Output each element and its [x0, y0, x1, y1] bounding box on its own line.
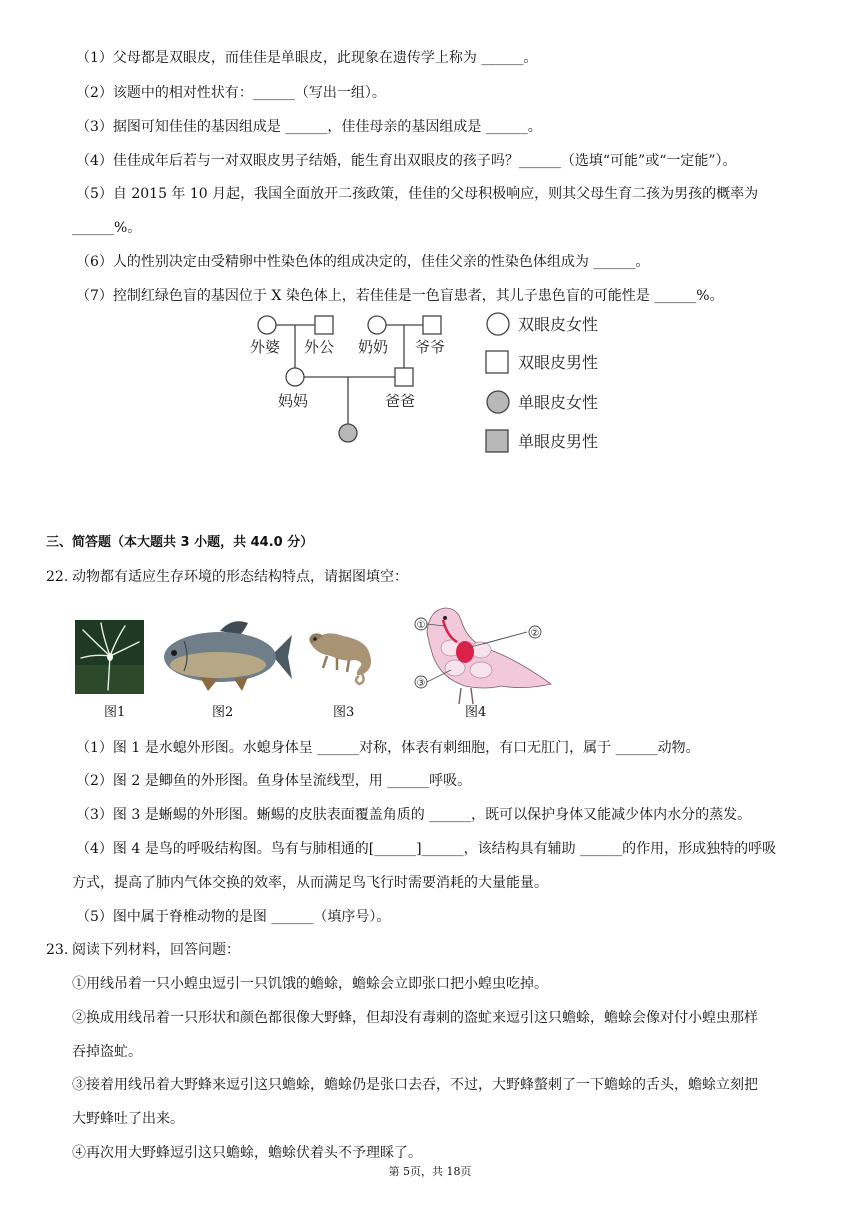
q23-material-4: ④再次用大野蜂逗引这只蟾蜍，蟾蜍伏着头不予理睬了。 [72, 1145, 422, 1161]
q22-part-2: （2）图 2 是鲫鱼的外形图。鱼身体呈流线型，用 ______呼吸。 [76, 773, 472, 789]
q22-part-3: （3）图 3 是蜥蜴的外形图。蜥蜴的皮肤表面覆盖角质的 ______，既可以保护身体又能减少体内水分的蒸发。 [76, 807, 752, 823]
q23-number: 23. [46, 942, 69, 958]
q23-material-2-cont: 吞掉盗虻。 [72, 1044, 142, 1060]
bird-marker-1: ① [416, 620, 426, 631]
figure-1-label: 图1 [104, 705, 126, 720]
fish-image [160, 617, 292, 695]
legend-symbol-2 [486, 351, 508, 373]
page-footer: 第 5页，共 18页 [388, 1165, 472, 1178]
lizard-image [303, 622, 391, 692]
q23-material-2: ②换成用线吊着一只形状和颜色都很像大野蜂，但却没有毒刺的盗虻来逗引这只蟾蜍，蟾蜍会像对付小蝗虫那样 [72, 1010, 758, 1026]
legend-symbol-3 [487, 391, 509, 413]
q21-part-3: （3）据图可知佳佳的基因组成是 ______，佳佳母亲的基因组成是 ______。 [76, 119, 542, 135]
label-grandma-paternal: 奶奶 [358, 338, 389, 356]
q23-material-3: ③接着用线吊着大野蜂来逗引这只蟾蜍，蟾蜍仍是张口去吞，不过，大野蜂螫刺了一下蟾蜍的舌头，蟾蜍立刻把 [72, 1077, 758, 1093]
hydra-image [75, 620, 144, 694]
legend-symbol-4 [486, 430, 508, 452]
q21-part-7: （7）控制红绿色盲的基因位于 X 染色体上，若佳佳是一色盲患者，其儿子患色盲的可能性是 ______%。 [76, 288, 724, 304]
legend-label-1: 双眼皮女性 [518, 315, 599, 334]
q22-part-5: （5）图中属于脊椎动物的是图 ______（填序号）。 [76, 909, 391, 925]
grandpa-paternal-symbol [423, 316, 441, 334]
q23-material-3-cont: 大野蜂吐了出来。 [72, 1111, 184, 1127]
label-grandpa-maternal: 外公 [304, 338, 335, 356]
grandma-paternal-symbol [368, 316, 386, 334]
q21-part-1: （1）父母都是双眼皮，而佳佳是单眼皮，此现象在遗传学上称为 ______。 [76, 50, 538, 66]
q23-stem: 阅读下列材料，回答问题： [72, 942, 240, 958]
q22-part-4: （4）图 4 是鸟的呼吸结构图。鸟有与肺相通的[______]______，该结构具有辅助 ______的作用，形成独特的呼吸 [76, 841, 777, 857]
q21-part-5: （5）自 2015 年 10 月起，我国全面放开二孩政策，佳佳的父母积极响应，则其父母生育二孩为男孩的概率为 [76, 186, 759, 202]
q22-part-1: （1）图 1 是水螅外形图。水螅身体呈 ______对称，体表有刺细胞，有口无肛门，属于 ______动物。 [76, 740, 700, 756]
section-3-title: 三、简答题（本大题共 3 小题，共 44.0 分） [46, 535, 314, 550]
legend-symbol-1 [487, 313, 509, 335]
grandpa-maternal-symbol [315, 316, 333, 334]
q21-part-4: （4）佳佳成年后若与一对双眼皮男子结婚，能生育出双眼皮的孩子吗？______（选填“可能”或“一定能”）。 [76, 153, 737, 169]
bird-respiratory-image [405, 600, 555, 710]
q22-stem: 动物都有适应生存环境的形态结构特点，请据图填空： [72, 569, 408, 585]
q21-part-5-cont: ______%。 [72, 220, 142, 236]
father-symbol [395, 368, 413, 386]
pedigree-diagram [240, 308, 620, 468]
label-grandma-maternal: 外婆 [250, 338, 281, 356]
label-father: 爸爸 [385, 392, 416, 410]
q23-material-1: ①用线吊着一只小蝗虫逗引一只饥饿的蟾蜍，蟾蜍会立即张口把小蝗虫吃掉。 [72, 976, 548, 992]
figure-2-label: 图2 [212, 705, 234, 720]
grandma-maternal-symbol [258, 316, 276, 334]
q21-part-6: （6）人的性别决定由受精卵中性染色体的组成决定的，佳佳父亲的性染色体组成为 ______。 [76, 254, 650, 270]
legend-label-4: 单眼皮男性 [518, 432, 599, 451]
jiajia-symbol [339, 424, 357, 442]
q22-part-4-cont: 方式，提高了肺内气体交换的效率，从而满足鸟飞行时需要消耗的大量能量。 [72, 875, 548, 891]
legend-label-2: 双眼皮男性 [518, 353, 599, 372]
label-grandpa-paternal: 爷爷 [415, 338, 446, 356]
q22-number: 22. [46, 569, 69, 585]
q21-part-2: （2）该题中的相对性状有：______（写出一组）。 [76, 85, 386, 101]
figure-3-label: 图3 [333, 705, 355, 720]
mother-symbol [286, 368, 304, 386]
figure-4-label: 图4 [465, 705, 487, 720]
label-mother: 妈妈 [278, 392, 309, 410]
bird-marker-2: ② [530, 628, 540, 639]
bird-marker-3: ③ [416, 678, 426, 689]
legend-label-3: 单眼皮女性 [518, 393, 599, 412]
